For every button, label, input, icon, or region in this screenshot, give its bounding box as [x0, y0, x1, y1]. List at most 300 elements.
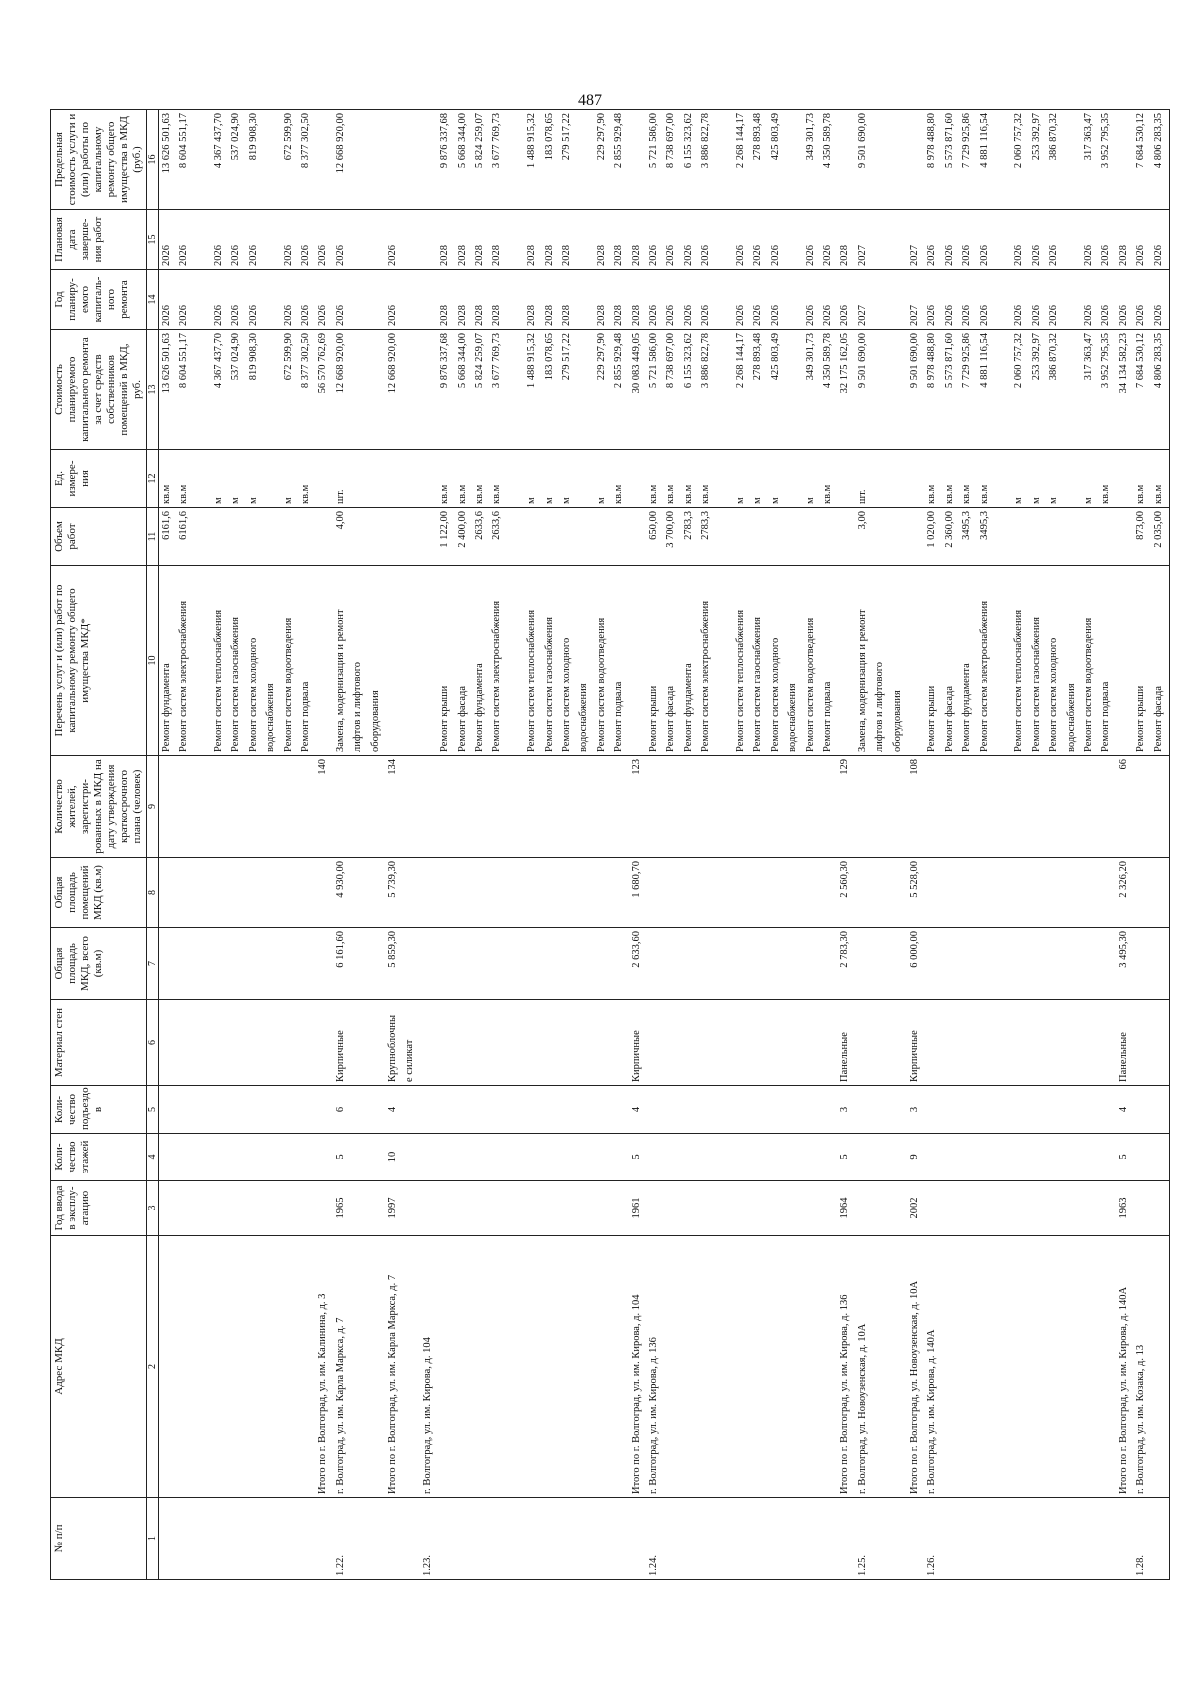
page-number: 487	[578, 92, 602, 109]
cell-text-end: 2026	[682, 245, 694, 266]
cell-text-cost: 253 392,97	[1030, 333, 1042, 381]
cell-text-work: лифтов и лифтового	[352, 662, 364, 752]
col-header-10: Перечень услуг и (или) работ по капитальному ремонту общего имущества МКД*	[51, 566, 147, 756]
cell-text-people: 108	[908, 759, 920, 775]
cell-text-vol: 2 360,00	[943, 511, 955, 548]
cell-text-vol: 2 035,00	[1152, 511, 1164, 548]
cell-text-work: Ремонт систем электроснабжения	[700, 600, 712, 752]
cell-text-area_prem: 5 739,30	[386, 861, 398, 898]
col-number: 8	[146, 858, 158, 928]
cell-text-addr: г. Волгоград, ул. им. Козака, д. 13	[1135, 1344, 1147, 1494]
cell-text-unit: м	[752, 497, 764, 504]
cell-text-work: Ремонт крыши	[647, 685, 659, 752]
cell-text-cost: 56 570 762,69	[317, 333, 329, 394]
cell-text-area_total: 3 495,30	[1117, 931, 1129, 968]
cell-text-work: Ремонт подвала	[1100, 681, 1112, 752]
cell-text-work: Ремонт крыши	[926, 685, 938, 752]
cell-text-limit: 7 684 530,12	[1135, 113, 1147, 169]
cell-text-cost: 317 363,47	[1082, 333, 1094, 381]
col-end-date-cell	[158, 210, 1169, 270]
col-number: 13	[146, 330, 158, 450]
cell-text-end: 2026	[752, 245, 764, 266]
cell-text-year: 2026	[299, 305, 311, 326]
col-number: 9	[146, 756, 158, 858]
col-year-built-cell	[158, 1181, 1169, 1236]
cell-text-unit: м	[1082, 497, 1094, 504]
cell-text-work: Ремонт систем электроснабжения	[978, 600, 990, 752]
cell-text-cost: 12 668 920,00	[386, 333, 398, 394]
cell-text-walls: Крупноблочны	[386, 1014, 398, 1082]
col-header-7: Общая площадь МКД, всего (кв.м)	[51, 928, 147, 1000]
rotated-table-wrapper	[50, 110, 1192, 1580]
cell-text-year: 2026	[1030, 305, 1042, 326]
cell-text-vol: 4,00	[334, 511, 346, 530]
cell-text-end: 2026	[1048, 245, 1060, 266]
cell-text-limit: 278 893,48	[752, 113, 764, 161]
cell-text-cost: 2 855 929,48	[613, 333, 625, 389]
cell-text-num: 1.25.	[856, 1555, 868, 1576]
cell-text-limit: 1 488 915,32	[526, 113, 538, 169]
cell-text-vol: 873,00	[1135, 511, 1147, 540]
cell-text-end: 2026	[647, 245, 659, 266]
col-walls-cell	[158, 1000, 1169, 1086]
col-area-premises-cell	[158, 858, 1169, 928]
cell-text-year: 2026	[647, 305, 659, 326]
col-limit-cost-cell	[158, 110, 1169, 210]
cell-text-end: 2026	[1013, 245, 1025, 266]
cell-text-cost: 4 881 116,54	[978, 333, 990, 388]
cell-text-cost: 5 668 344,00	[456, 333, 468, 389]
cell-text-year: 2026	[804, 305, 816, 326]
cell-text-unit: кв.м	[665, 484, 677, 504]
cell-text-vol: 2 400,00	[456, 511, 468, 548]
cell-text-cost: 183 078,65	[543, 333, 555, 381]
cell-text-entr: 4	[630, 1106, 642, 1113]
cell-text-people: 123	[630, 759, 642, 775]
cell-text-floors: 5	[1117, 1154, 1129, 1160]
cell-text-unit: кв.м	[682, 484, 694, 504]
cell-text-unit: м	[769, 497, 781, 504]
col-entrances-cell	[158, 1086, 1169, 1134]
cell-text-work: Ремонт фасада	[1152, 685, 1164, 752]
cell-text-end: 2028	[1117, 245, 1129, 266]
cell-text-year: 2028	[491, 305, 503, 326]
col-num-cell	[158, 1498, 1169, 1580]
cell-text-limit: 537 024,90	[230, 113, 242, 161]
cell-text-num: 1.28.	[1135, 1555, 1147, 1576]
cell-text-limit: 4 350 589,78	[821, 113, 833, 169]
cell-text-vol: 1 020,00	[926, 511, 938, 548]
cell-text-cost: 9 501 690,00	[908, 333, 920, 389]
col-floors-cell	[158, 1134, 1169, 1181]
header-row	[51, 110, 147, 1580]
cell-text-unit: м	[595, 497, 607, 504]
cell-text-end: 2026	[299, 245, 311, 266]
cell-text-year: 2026	[700, 305, 712, 326]
cell-text-people: 129	[839, 759, 851, 775]
cell-text-addr: г. Волгоград, ул. им. Кирова, д. 104	[421, 1337, 433, 1494]
cell-text-work: Ремонт систем газоснабжения	[230, 617, 242, 752]
cell-text-year: 2026	[1082, 305, 1094, 326]
cell-text-work: Ремонт систем газоснабжения	[752, 617, 764, 752]
cell-text-unit: м	[230, 497, 242, 504]
cell-text-unit: кв.м	[160, 484, 172, 504]
cell-text-year: 2026	[961, 305, 973, 326]
cell-text-addr: г. Волгоград, ул. им. Кирова, д. 136	[647, 1337, 659, 1494]
col-header-9: Количество жителей, зарегистри-рованных в МКД на дату утверждения краткосрочного плана (человек)	[51, 756, 147, 858]
cell-text-cost: 30 083 449,05	[630, 333, 642, 394]
col-residents-cell	[158, 756, 1169, 858]
cell-text-end: 2028	[543, 245, 555, 266]
cell-text-cost: 7 729 925,86	[961, 333, 973, 389]
col-header-11: Объем работ	[51, 508, 147, 566]
cell-text-walls: Панельные	[839, 1032, 851, 1082]
cell-text-year: 2026	[317, 305, 329, 326]
cell-text-unit: кв.м	[491, 484, 503, 504]
cell-text-year: 2028	[456, 305, 468, 326]
cell-text-addr: г. Волгоград, ул. Новоузенская, д. 10А	[856, 1323, 868, 1494]
cell-text-work: Ремонт подвала	[299, 681, 311, 752]
col-number: 15	[146, 210, 158, 270]
cell-text-work: Ремонт фасада	[665, 685, 677, 752]
cell-text-end: 2026	[978, 245, 990, 266]
cell-text-end: 2026	[1082, 245, 1094, 266]
cell-text-entr: 3	[908, 1106, 920, 1113]
col-header-5: Коли-чество подъездо в	[51, 1086, 147, 1134]
cell-text-cost: 8 738 697,00	[665, 333, 677, 389]
cell-text-work: Ремонт систем газоснабжения	[1030, 617, 1042, 752]
cell-text-limit: 3 952 795,35	[1100, 113, 1112, 169]
capital-repair-table	[50, 109, 1170, 1580]
cell-text-year: 2028	[613, 305, 625, 326]
cell-text-work: Ремонт систем теплоснабжения	[734, 609, 746, 752]
cell-text-cost: 34 134 582,23	[1117, 333, 1129, 394]
cell-text-end: 2026	[386, 245, 398, 266]
cell-text-limit: 819 908,30	[247, 113, 259, 161]
cell-text-work: оборудования	[891, 690, 903, 752]
cell-text-work: Ремонт фундамента	[961, 663, 973, 752]
cell-text-cost: 7 684 530,12	[1135, 333, 1147, 389]
cell-text-cost: 425 803,49	[769, 333, 781, 381]
cell-text-limit: 12 668 920,00	[334, 113, 346, 174]
cell-text-year_built: 1965	[334, 1197, 346, 1219]
col-volume-cell	[158, 508, 1169, 566]
cell-text-work: Ремонт систем холодного	[560, 637, 572, 752]
cell-text-unit: кв.м	[1100, 484, 1112, 504]
cell-text-cost: 2 060 757,32	[1013, 333, 1025, 389]
cell-text-limit: 9 876 337,68	[439, 113, 451, 169]
cell-text-area_total: 6 000,00	[908, 931, 920, 968]
cell-text-work: Ремонт систем холодного	[247, 637, 259, 752]
cell-text-year: 2026	[1013, 305, 1025, 326]
cell-text-work: Ремонт систем теплоснабжения	[526, 609, 538, 752]
cell-text-num: 1.23.	[421, 1555, 433, 1576]
cell-text-end: 2026	[1030, 245, 1042, 266]
cell-text-work: Замена, модернизация и ремонт	[334, 609, 346, 752]
col-header-2: Адрес МКД	[51, 1236, 147, 1498]
cell-text-cost: 8 604 551,17	[178, 333, 190, 389]
cell-text-end: 2027	[856, 245, 868, 266]
cell-text-work: Замена, модернизация и ремонт	[856, 609, 868, 752]
cell-text-unit: кв.м	[613, 484, 625, 504]
cell-text-vol: 3 700,00	[665, 511, 677, 548]
cell-text-addr: Итого по г. Волгоград, ул. Новоузенская, д. 10А	[908, 1280, 920, 1494]
cell-text-work: Ремонт систем холодного	[1048, 637, 1060, 752]
cell-text-limit: 8 377 302,50	[299, 113, 311, 169]
cell-text-unit: кв.м	[1152, 484, 1164, 504]
cell-text-end: 2026	[334, 245, 346, 266]
cell-text-limit: 4 367 437,70	[212, 113, 224, 169]
cell-text-year: 2026	[1135, 305, 1147, 326]
col-number: 5	[146, 1086, 158, 1134]
cell-text-year: 2026	[212, 305, 224, 326]
cell-text-num: 1.22.	[334, 1555, 346, 1576]
cell-text-year: 2026	[230, 305, 242, 326]
cell-text-year: 2027	[856, 305, 868, 326]
col-header-8: Общая площадь помещений МКД (кв.м)	[51, 858, 147, 928]
cell-text-area_prem: 2 326,20	[1117, 861, 1129, 898]
cell-text-year: 2026	[160, 305, 172, 326]
cell-text-end: 2028	[491, 245, 503, 266]
cell-text-cost: 32 175 162,05	[839, 333, 851, 394]
cell-text-cost: 5 721 586,00	[647, 333, 659, 389]
cell-text-limit: 349 301,73	[804, 113, 816, 161]
col-header-3: Год ввода в эксплу-атацию	[51, 1181, 147, 1236]
col-repair-year-cell	[158, 270, 1169, 330]
cell-text-entr: 4	[1117, 1106, 1129, 1113]
cell-text-cost: 6 155 323,62	[682, 333, 694, 389]
cell-text-unit: м	[247, 497, 259, 504]
cell-text-unit: м	[1048, 497, 1060, 504]
cell-text-work: Ремонт крыши	[439, 685, 451, 752]
col-number: 16	[146, 110, 158, 210]
cell-text-limit: 2 855 929,48	[613, 113, 625, 169]
cell-text-limit: 13 626 501,63	[160, 113, 172, 174]
cell-text-vol: 3495,3	[978, 511, 990, 540]
cell-text-vol: 2783,3	[700, 511, 712, 540]
cell-text-unit: м	[734, 497, 746, 504]
cell-text-unit: кв.м	[178, 484, 190, 504]
col-number: 6	[146, 1000, 158, 1086]
cell-text-work: Ремонт систем водоотведения	[282, 617, 294, 752]
cell-text-work: водоснабжения	[578, 683, 590, 752]
cell-text-end: 2026	[769, 245, 781, 266]
cell-text-end: 2028	[839, 245, 851, 266]
cell-text-year: 2026	[1117, 305, 1129, 326]
cell-text-cost: 13 626 501,63	[160, 333, 172, 394]
cell-text-limit: 5 573 871,60	[943, 113, 955, 169]
cell-text-limit: 6 155 323,62	[682, 113, 694, 169]
cell-text-year: 2026	[926, 305, 938, 326]
cell-text-addr: г. Волгоград, ул. им. Карла Маркса, д. 7	[334, 1317, 346, 1494]
cell-text-end: 2026	[1135, 245, 1147, 266]
cell-text-unit: м	[560, 497, 572, 504]
cell-text-year_built: 1964	[839, 1197, 851, 1219]
cell-text-floors: 5	[630, 1154, 642, 1160]
cell-text-year: 2026	[247, 305, 259, 326]
cell-text-end: 2026	[734, 245, 746, 266]
cell-text-cost: 349 301,73	[804, 333, 816, 381]
cell-text-year: 2028	[560, 305, 572, 326]
col-unit-cell	[158, 450, 1169, 508]
cell-text-year: 2026	[943, 305, 955, 326]
cell-text-unit: м	[212, 497, 224, 504]
col-number: 1	[146, 1498, 158, 1580]
cell-text-year: 2026	[178, 305, 190, 326]
cell-text-area_prem: 2 560,30	[839, 861, 851, 898]
cell-text-end: 2028	[595, 245, 607, 266]
cell-text-cost: 4 806 283,35	[1152, 333, 1164, 389]
cell-text-year: 2028	[473, 305, 485, 326]
cell-text-walls: Кирпичные	[908, 1030, 920, 1082]
cell-text-work: Ремонт крыши	[1135, 685, 1147, 752]
cell-text-limit: 7 729 925,86	[961, 113, 973, 169]
col-header-16: Предельная стоимость услуги и (или) работы по капитальному ремонту общего имущества в МКД (руб.)	[51, 110, 147, 210]
cell-text-end: 2026	[961, 245, 973, 266]
cell-text-entr: 4	[386, 1106, 398, 1113]
cell-text-end: 2026	[665, 245, 677, 266]
col-address-cell	[158, 1236, 1169, 1498]
cell-text-addr: Итого по г. Волгоград, ул. им. Калинина, д. 3	[317, 1293, 329, 1494]
cell-text-vol: 3495,3	[961, 511, 973, 540]
cell-text-work: Ремонт фасада	[456, 685, 468, 752]
cell-text-end: 2026	[178, 245, 190, 266]
cell-text-people: 66	[1117, 759, 1129, 770]
cell-text-year: 2026	[734, 305, 746, 326]
col-number: 14	[146, 270, 158, 330]
cell-text-floors: 9	[908, 1154, 920, 1160]
cell-text-limit: 3 886 822,78	[700, 113, 712, 169]
cell-text-cost: 5 824 259,07	[473, 333, 485, 389]
cell-text-area_total: 2 633,60	[630, 931, 642, 968]
cell-text-people: 140	[317, 759, 329, 775]
cell-text-year: 2026	[769, 305, 781, 326]
cell-text-end: 2028	[630, 245, 642, 266]
cell-text-cost: 3 952 795,35	[1100, 333, 1112, 389]
cell-text-year: 2027	[908, 305, 920, 326]
cell-text-work: лифтов и лифтового	[874, 662, 886, 752]
cell-text-year_built: 2002	[908, 1197, 920, 1219]
cell-text-cost: 819 908,30	[247, 333, 259, 381]
cell-text-year_built: 1963	[1117, 1197, 1129, 1219]
cell-text-work: Ремонт фундамента	[473, 663, 485, 752]
cell-text-cost: 386 870,32	[1048, 333, 1060, 381]
cell-text-unit: м	[804, 497, 816, 504]
cell-text-year: 2026	[665, 305, 677, 326]
cell-text-cost: 229 297,90	[595, 333, 607, 381]
cell-text-cost: 8 978 488,80	[926, 333, 938, 389]
cell-text-year: 2026	[334, 305, 346, 326]
cell-text-limit: 672 599,90	[282, 113, 294, 161]
cell-text-end: 2028	[473, 245, 485, 266]
cell-text-work: Ремонт фундамента	[160, 663, 172, 752]
cell-text-vol: 650,00	[647, 511, 659, 540]
cell-text-limit: 386 870,32	[1048, 113, 1060, 161]
col-header-15: Плановая дата заверше-ния работ	[51, 210, 147, 270]
cell-text-unit: м	[282, 497, 294, 504]
cell-text-limit: 5 824 259,07	[473, 113, 485, 169]
cell-text-vol: 2633,6	[473, 511, 485, 540]
cell-text-vol: 3,00	[856, 511, 868, 530]
cell-text-end: 2028	[560, 245, 572, 266]
table-body-row	[158, 110, 1169, 1580]
cell-text-area_prem: 5 528,00	[908, 861, 920, 898]
cell-text-cost: 2 268 144,17	[734, 333, 746, 389]
col-number: 11	[146, 508, 158, 566]
cell-text-unit: кв.м	[1135, 484, 1147, 504]
col-header-6: Материал стен	[51, 1000, 147, 1086]
cell-text-work: Ремонт подвала	[821, 681, 833, 752]
cell-text-addr: Итого по г. Волгоград, ул. им. Кирова, д. 104	[630, 1294, 642, 1494]
cell-text-work: Ремонт систем водоотведения	[1082, 617, 1094, 752]
cell-text-addr: Итого по г. Волгоград, ул. им. Карла Маркса, д. 7	[386, 1274, 398, 1494]
cell-text-work: Ремонт систем газоснабжения	[543, 617, 555, 752]
cell-text-cost: 537 024,90	[230, 333, 242, 381]
cell-text-year: 2028	[526, 305, 538, 326]
cell-text-year: 2026	[386, 305, 398, 326]
cell-text-cost: 279 517,22	[560, 333, 572, 381]
cell-text-year: 2026	[978, 305, 990, 326]
cell-text-end: 2028	[439, 245, 451, 266]
cell-text-vol: 2783,3	[682, 511, 694, 540]
cell-text-work: Ремонт подвала	[613, 681, 625, 752]
cell-text-year: 2028	[543, 305, 555, 326]
cell-text-year_built: 1997	[386, 1197, 398, 1219]
cell-text-addr: Итого по г. Волгоград, ул. им. Кирова, д. 140А	[1117, 1286, 1129, 1494]
cell-text-walls: Панельные	[1117, 1032, 1129, 1082]
cell-text-end: 2028	[526, 245, 538, 266]
cell-text-work: Ремонт фасада	[943, 685, 955, 752]
cell-text-limit: 317 363,47	[1082, 113, 1094, 161]
cell-text-end: 2026	[1100, 245, 1112, 266]
cell-text-floors: 5	[334, 1154, 346, 1160]
col-works-cell	[158, 566, 1169, 756]
col-number: 10	[146, 566, 158, 756]
cell-text-unit: м	[526, 497, 538, 504]
cell-text-limit: 3 677 769,73	[491, 113, 503, 169]
cell-text-year: 2028	[595, 305, 607, 326]
cell-text-area_total: 5 859,30	[386, 931, 398, 968]
cell-text-people: 134	[386, 759, 398, 775]
cell-text-area_total: 6 161,60	[334, 931, 346, 968]
cell-text-work: Ремонт систем электроснабжения	[178, 600, 190, 752]
cell-text-limit: 253 392,97	[1030, 113, 1042, 161]
col-cost-cell	[158, 330, 1169, 450]
cell-text-limit: 8 978 488,80	[926, 113, 938, 169]
cell-text-end: 2026	[317, 245, 329, 266]
cell-text-year: 2028	[439, 305, 451, 326]
cell-text-walls: Кирпичные	[630, 1030, 642, 1082]
cell-text-end: 2028	[613, 245, 625, 266]
cell-text-vol: 2633,6	[491, 511, 503, 540]
cell-text-limit: 5 668 344,00	[456, 113, 468, 169]
cell-text-end: 2026	[943, 245, 955, 266]
column-number-row	[146, 110, 158, 1580]
cell-text-entr: 3	[839, 1106, 851, 1113]
cell-text-unit: кв.м	[456, 484, 468, 504]
cell-text-end: 2027	[908, 245, 920, 266]
cell-text-end: 2026	[1152, 245, 1164, 266]
cell-text-limit: 9 501 690,00	[856, 113, 868, 169]
col-header-14: Год планиру-емого капиталь-ного ремонта	[51, 270, 147, 330]
cell-text-unit: м	[1030, 497, 1042, 504]
cell-text-limit: 2 060 757,32	[1013, 113, 1025, 169]
col-number: 4	[146, 1134, 158, 1181]
cell-text-limit: 2 268 144,17	[734, 113, 746, 169]
cell-text-cost: 672 599,90	[282, 333, 294, 381]
cell-text-area_prem: 4 930,00	[334, 861, 346, 898]
cell-text-end: 2028	[456, 245, 468, 266]
